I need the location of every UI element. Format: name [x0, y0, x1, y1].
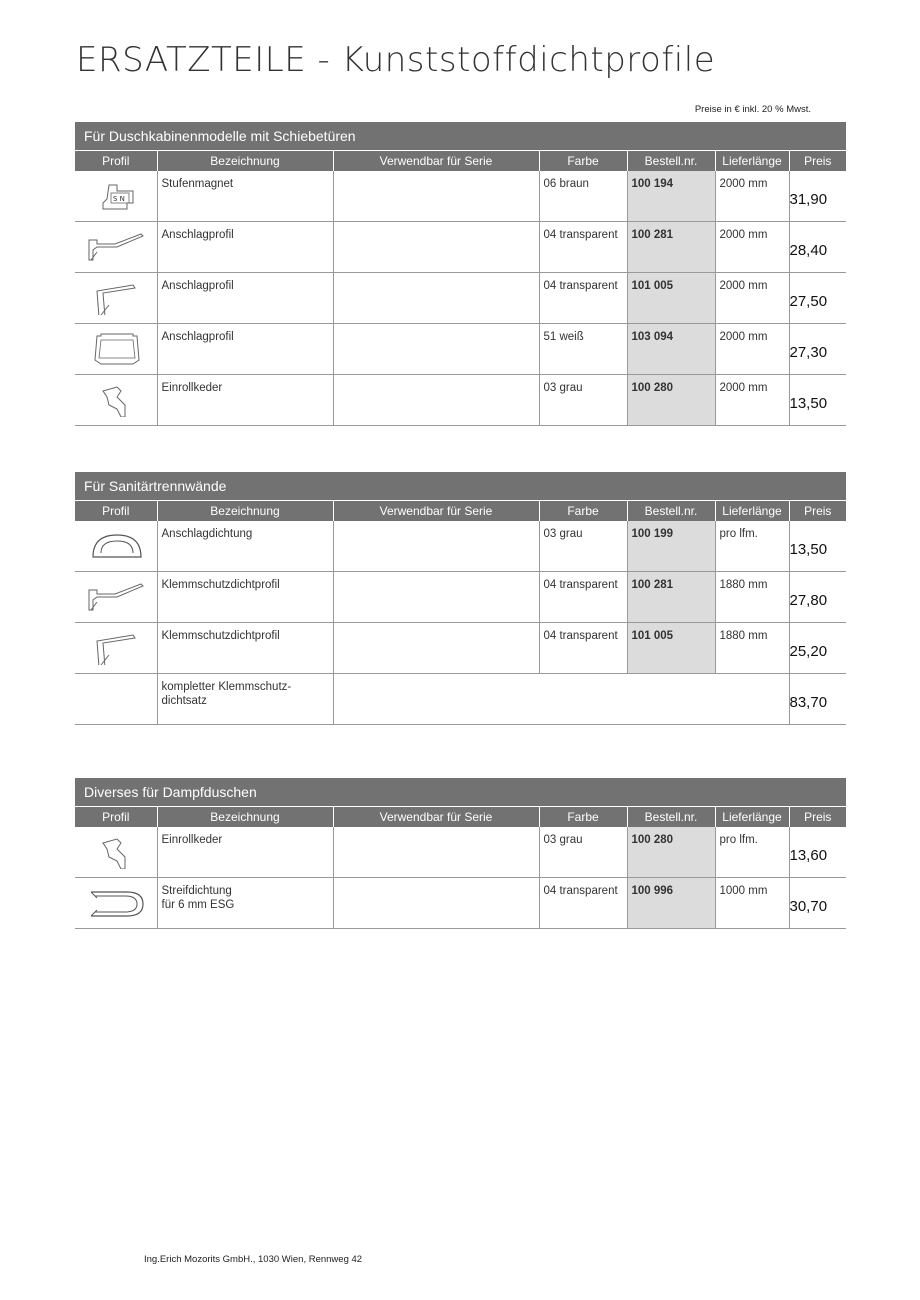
table-row	[75, 324, 846, 375]
parts-table	[75, 806, 846, 929]
series-cell-cell	[333, 521, 539, 572]
order-number-cell	[627, 273, 715, 324]
profile-cell	[75, 674, 157, 725]
color-cell: 04 transparent	[543, 280, 618, 292]
column-header: Farbe	[539, 151, 627, 172]
color-cell: 06 braun	[543, 178, 589, 190]
table-row	[75, 623, 846, 674]
price-cell	[789, 878, 846, 929]
table-header-row	[75, 807, 846, 828]
column-header: Lieferlänge	[715, 501, 789, 522]
part-name-cell	[157, 827, 333, 878]
color-cell: 03 grau	[543, 382, 583, 394]
footer-address: Ing.Erich Mozorits GmbH., 1030 Wien, Rennweg 42	[144, 1254, 363, 1265]
table-row	[75, 827, 846, 878]
color-cell-cell	[539, 521, 627, 572]
part-name: Anschlagprofil	[161, 229, 234, 241]
section-title: Diverses für Dampfduschen	[75, 778, 846, 806]
column-header: Preis	[789, 501, 846, 522]
order-number-cell	[627, 375, 715, 426]
column-header: Bezeichnung	[157, 807, 333, 828]
color-cell: 03 grau	[543, 834, 583, 846]
profile-cell	[75, 572, 157, 623]
part-name-cell	[157, 324, 333, 375]
color-cell-cell	[539, 375, 627, 426]
part-name: Anschlagprofil	[161, 280, 234, 292]
order-number-cell	[627, 521, 715, 572]
part-name-cell	[157, 674, 333, 725]
order-number-cell	[627, 827, 715, 878]
series-cell-cell	[333, 375, 539, 426]
length-cell: 2000 mm	[719, 178, 768, 190]
color-cell: 04 transparent	[543, 885, 618, 897]
length-cell: 2000 mm	[719, 280, 768, 292]
order-number: 101 005	[631, 630, 674, 642]
part-name: Streifdichtung für 6 mm ESG	[161, 885, 235, 911]
series-cell	[334, 572, 539, 578]
profile-cell	[75, 324, 157, 375]
length-cell: 2000 mm	[719, 229, 768, 241]
order-number: 100 996	[631, 885, 674, 897]
profile-cell	[75, 375, 157, 426]
profile-cell	[75, 623, 157, 674]
part-name-cell	[157, 572, 333, 623]
order-number-cell	[627, 572, 715, 623]
svg-text:S N: S N	[113, 195, 125, 203]
length-cell-cell	[715, 827, 789, 878]
length-cell: pro lfm.	[719, 834, 758, 846]
profile-cell	[75, 171, 157, 222]
table-row	[75, 572, 846, 623]
parts-table	[75, 150, 846, 426]
series-cell	[334, 623, 539, 629]
price-cell	[789, 273, 846, 324]
table-row	[75, 222, 846, 273]
set-spacer	[333, 674, 789, 725]
table-row	[75, 878, 846, 929]
price-value: 27,80	[789, 592, 828, 609]
profile-cell	[75, 878, 157, 929]
series-cell	[334, 827, 539, 833]
order-number: 100 194	[631, 178, 674, 190]
profile-cell	[75, 827, 157, 878]
length-cell: 1880 mm	[719, 630, 768, 642]
order-number-cell	[627, 222, 715, 273]
order-number: 100 199	[631, 528, 674, 540]
section-title: Für Duschkabinenmodelle mit Schiebetüren	[75, 122, 846, 150]
section-shower-cabins	[75, 122, 846, 426]
price-value: 13,50	[789, 395, 828, 412]
order-number: 100 281	[631, 229, 674, 241]
price-value: 30,70	[789, 898, 828, 915]
length-cell: pro lfm.	[719, 528, 758, 540]
color-cell-cell	[539, 572, 627, 623]
column-header: Verwendbar für Serie	[333, 807, 539, 828]
part-name: Klemmschutzdichtprofil	[161, 630, 280, 642]
price-cell	[789, 171, 846, 222]
order-number-cell	[627, 623, 715, 674]
column-header: Profil	[75, 151, 157, 172]
length-cell: 1000 mm	[719, 885, 768, 897]
length-cell-cell	[715, 273, 789, 324]
part-name: Einrollkeder	[161, 834, 223, 846]
series-cell	[334, 324, 539, 330]
price-cell	[789, 623, 846, 674]
length-cell-cell	[715, 521, 789, 572]
column-header: Bestell.nr.	[627, 151, 715, 172]
series-cell-cell	[333, 171, 539, 222]
order-number: 100 281	[631, 579, 674, 591]
color-cell-cell	[539, 222, 627, 273]
price-cell	[789, 674, 846, 725]
order-number-cell	[627, 878, 715, 929]
color-cell-cell	[539, 324, 627, 375]
color-cell-cell	[539, 827, 627, 878]
price-value: 13,50	[789, 541, 828, 558]
price-note: Preise in € inkl. 20 % Mwst.	[694, 104, 811, 115]
column-header: Verwendbar für Serie	[333, 151, 539, 172]
part-name-cell	[157, 171, 333, 222]
section-steam-showers	[75, 778, 846, 929]
part-name: Klemmschutzdichtprofil	[161, 579, 280, 591]
price-value: 13,60	[789, 847, 828, 864]
column-header: Lieferlänge	[715, 807, 789, 828]
table-header-row	[75, 501, 846, 522]
series-cell	[334, 521, 539, 527]
series-cell-cell	[333, 827, 539, 878]
series-cell	[334, 171, 539, 177]
color-cell-cell	[539, 171, 627, 222]
series-cell	[334, 222, 539, 228]
part-name: Anschlagprofil	[161, 331, 234, 343]
length-cell: 2000 mm	[719, 331, 768, 343]
series-cell-cell	[333, 222, 539, 273]
page-title: ERSATZTEILE - Kunststoffdichtprofile	[76, 40, 716, 80]
table-row	[75, 171, 846, 222]
profile-cell	[75, 521, 157, 572]
price-cell	[789, 222, 846, 273]
price-cell	[789, 375, 846, 426]
color-cell: 03 grau	[543, 528, 583, 540]
column-header: Bezeichnung	[157, 151, 333, 172]
profile-cell	[75, 222, 157, 273]
series-cell	[334, 273, 539, 279]
column-header: Profil	[75, 807, 157, 828]
column-header: Bestell.nr.	[627, 501, 715, 522]
column-header: Preis	[789, 807, 846, 828]
color-cell-cell	[539, 878, 627, 929]
section-sanitary-partitions	[75, 472, 846, 725]
length-cell-cell	[715, 572, 789, 623]
part-name-cell	[157, 878, 333, 929]
price-value: 25,20	[789, 643, 828, 660]
length-cell-cell	[715, 171, 789, 222]
part-name: Anschlagdichtung	[161, 528, 253, 540]
price-value: 28,40	[789, 242, 828, 259]
length-cell: 1880 mm	[719, 579, 768, 591]
length-cell-cell	[715, 878, 789, 929]
color-cell: 04 transparent	[543, 579, 618, 591]
part-name-cell	[157, 222, 333, 273]
part-name-cell	[157, 623, 333, 674]
column-header: Verwendbar für Serie	[333, 501, 539, 522]
length-cell-cell	[715, 222, 789, 273]
profile-cell	[75, 273, 157, 324]
color-cell: 04 transparent	[543, 630, 618, 642]
set-row	[75, 674, 846, 725]
order-number-cell	[627, 171, 715, 222]
length-cell-cell	[715, 623, 789, 674]
price-cell	[789, 324, 846, 375]
order-number: 100 280	[631, 382, 674, 394]
column-header: Bestell.nr.	[627, 807, 715, 828]
table-row	[75, 375, 846, 426]
order-number-cell	[627, 324, 715, 375]
order-number: 100 280	[631, 834, 674, 846]
series-cell-cell	[333, 324, 539, 375]
length-cell-cell	[715, 375, 789, 426]
price-cell	[789, 521, 846, 572]
color-cell-cell	[539, 273, 627, 324]
part-name: Einrollkeder	[161, 382, 223, 394]
part-name-cell	[157, 273, 333, 324]
price-value: 27,50	[789, 293, 828, 310]
column-header: Lieferlänge	[715, 151, 789, 172]
order-number: 103 094	[631, 331, 674, 343]
length-cell: 2000 mm	[719, 382, 768, 394]
column-header: Farbe	[539, 501, 627, 522]
series-cell-cell	[333, 273, 539, 324]
table-header-row	[75, 151, 846, 172]
column-header: Farbe	[539, 807, 627, 828]
order-number: 101 005	[631, 280, 674, 292]
length-cell-cell	[715, 324, 789, 375]
series-cell	[334, 878, 539, 884]
series-cell-cell	[333, 623, 539, 674]
section-title: Für Sanitärtrennwände	[75, 472, 846, 500]
set-name: kompletter Klemmschutz- dichtsatz	[161, 681, 292, 707]
part-name-cell	[157, 375, 333, 426]
color-cell: 51 weiß	[543, 331, 584, 343]
series-cell	[334, 375, 539, 381]
column-header: Preis	[789, 151, 846, 172]
part-name-cell	[157, 521, 333, 572]
price-value: 83,70	[789, 694, 828, 711]
price-cell	[789, 827, 846, 878]
price-value: 27,30	[789, 344, 828, 361]
price-cell	[789, 572, 846, 623]
color-cell: 04 transparent	[543, 229, 618, 241]
color-cell-cell	[539, 623, 627, 674]
series-cell-cell	[333, 878, 539, 929]
table-row	[75, 273, 846, 324]
table-row	[75, 521, 846, 572]
price-value: 31,90	[789, 191, 828, 208]
part-name: Stufenmagnet	[161, 178, 234, 190]
parts-table	[75, 500, 846, 725]
series-cell-cell	[333, 572, 539, 623]
column-header: Bezeichnung	[157, 501, 333, 522]
column-header: Profil	[75, 501, 157, 522]
